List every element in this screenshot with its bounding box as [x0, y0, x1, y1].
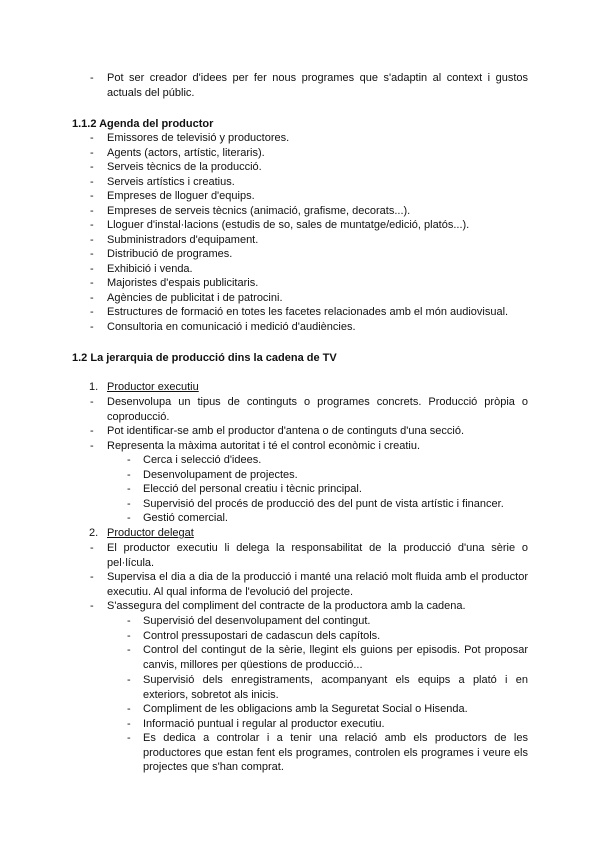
delegate-title: Productor delegat — [107, 527, 194, 539]
bullet-dash: - — [90, 439, 94, 452]
sub-bullet-dash: - — [127, 468, 131, 481]
bullet-dash: - — [90, 396, 94, 408]
sub-bullet-dash: - — [127, 615, 131, 627]
agenda-item: Majoristes d'espais publicitaris. — [107, 277, 259, 289]
bullet-dash: - — [90, 72, 94, 84]
intro-bullet: Pot ser creador d'idees per fer nous programes que s'adaptin al context i gustos actuals del públic. — [107, 72, 528, 99]
exec-bullet: Pot identificar-se amb el productor d'antena o de continguts d'una secció. — [107, 425, 465, 437]
exec-bullet: Desenvolupa un tipus de continguts o programes concrets. Producció pròpia o coproducció. — [107, 396, 528, 423]
exec-sub-item: Desenvolupament de projectes. — [143, 468, 298, 481]
delegate-sub-item: Supervisió del desenvolupament del contingut. — [143, 615, 371, 627]
bullet-dash: - — [90, 132, 94, 144]
sub-bullet-dash: - — [127, 512, 131, 524]
bullet-dash: - — [90, 161, 94, 173]
exec-sub-item: Elecció del personal creatiu i tècnic principal. — [143, 483, 362, 495]
bullet-dash: - — [90, 219, 94, 231]
agenda-item: Empreses de lloguer d'equips. — [107, 190, 255, 202]
agenda-item: Serveis artístics i creatius. — [107, 175, 235, 188]
sub-bullet-dash: - — [127, 483, 131, 495]
bullet-dash: - — [90, 233, 94, 246]
sub-bullet-dash: - — [127, 674, 131, 686]
sub-bullet-dash: - — [127, 732, 131, 744]
agenda-item: Subministradors d'equipament. — [107, 233, 259, 246]
agenda-item: Serveis tècnics de la producció. — [107, 161, 262, 173]
agenda-item: Exhibició i venda. — [107, 262, 193, 275]
agenda-item: Consultoria en comunicació i medició d'audiències. — [107, 320, 356, 333]
agenda-item: Distribució de programes. — [107, 248, 233, 260]
bullet-dash: - — [90, 600, 94, 612]
bullet-dash: - — [90, 571, 94, 583]
bullet-dash: - — [90, 262, 94, 275]
hierarchy-heading: 1.2 La jerarquia de producció dins la cadena de TV — [72, 352, 337, 364]
bullet-dash: - — [90, 306, 94, 318]
exec-sub-item: Supervisió del procés de producció des del punt de vista artístic i financer. — [143, 497, 504, 510]
sub-bullet-dash: - — [127, 629, 131, 642]
sub-bullet-dash: - — [127, 703, 131, 715]
agenda-heading: 1.1.2 Agenda del productor — [72, 118, 214, 130]
bullet-dash: - — [90, 190, 94, 202]
bullet-dash: - — [90, 204, 94, 217]
agenda-item: Lloguer d'instal·lacions (estudis de so, sales de muntatge/edició, platós...). — [107, 219, 470, 231]
agenda-item: Empreses de serveis tècnics (animació, grafisme, decorats...). — [107, 204, 411, 217]
sub-bullet-dash: - — [127, 644, 131, 656]
bullet-dash: - — [90, 425, 94, 437]
delegate-number: 2. — [89, 527, 99, 539]
delegate-bullet: S'assegura del compliment del contracte de la productora amb la cadena. — [107, 600, 466, 612]
agenda-item: Agents (actors, artístic, literaris). — [107, 146, 265, 159]
delegate-bullet: Supervisa el dia a dia de la producció i manté una relació molt fluida amb el productor executiu. Al qual informa de l'evolució del projecte. — [107, 571, 528, 598]
delegate-sub-item: Informació puntual i regular al productor executiu. — [143, 717, 385, 730]
delegate-sub-item: Control del contingut de la sèrie, llegint els guions per episodis. Pot proposar canvis, millores per qüestions de producció... — [143, 644, 528, 671]
bullet-dash: - — [90, 320, 94, 333]
sub-bullet-dash: - — [127, 454, 131, 466]
bullet-dash: - — [90, 146, 94, 159]
exec-bullet: Representa la màxima autoritat i té el control econòmic i creatiu. — [107, 439, 421, 452]
exec-number: 1. — [89, 381, 99, 393]
agenda-item: Emissores de televisió y productores. — [107, 132, 290, 144]
delegate-sub-item: Compliment de les obligacions amb la Seguretat Social o Hisenda. — [143, 703, 468, 715]
bullet-dash: - — [90, 248, 94, 260]
sub-bullet-dash: - — [127, 717, 131, 730]
exec-title: Productor executiu — [107, 381, 199, 393]
exec-sub-item: Gestió comercial. — [143, 512, 228, 524]
agenda-item: Estructures de formació en totes les facetes relacionades amb el món audiovisual. — [107, 306, 509, 318]
delegate-sub-item: Control pressupostari de cadascun dels capítols. — [143, 629, 381, 642]
bullet-dash: - — [90, 542, 94, 554]
bullet-dash: - — [90, 175, 94, 188]
delegate-bullet: El productor executiu li delega la responsabilitat de la producció d'una sèrie o pel·lícula. — [107, 542, 528, 569]
delegate-sub-item: Supervisió dels enregistraments, acompanyant els equips a plató i en exteriors, sobretot als inicis. — [143, 674, 528, 701]
bullet-dash: - — [90, 277, 94, 289]
bullet-dash: - — [90, 291, 94, 304]
sub-bullet-dash: - — [127, 497, 131, 510]
agenda-item: Agències de publicitat i de patrocini. — [107, 291, 283, 304]
exec-sub-item: Cerca i selecció d'idees. — [143, 454, 262, 466]
delegate-sub-item: Es dedica a controlar i a tenir una relació amb els productors de les productores que estan fent els programes, controlen els programes i veure els projectes que s'han comprat. — [143, 732, 528, 774]
